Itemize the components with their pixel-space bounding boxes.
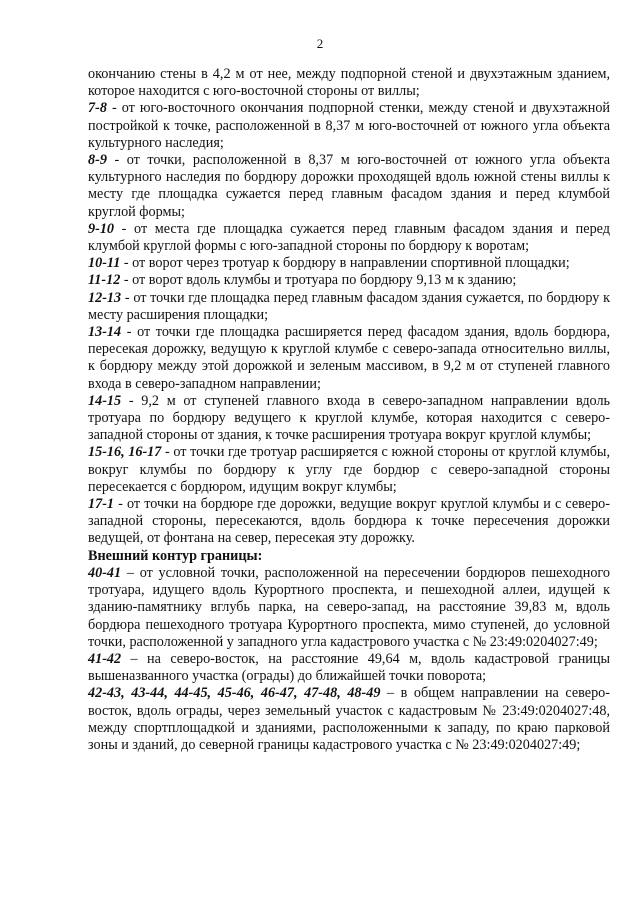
segment-code: 17-1 (88, 496, 115, 513)
boundary-segment-9-10 (88, 221, 610, 255)
segment-text: - от точки, расположенной в 8,37 м юго-восточней от южного угла объекта культурного наследия по бордюру дорожки проходящей вдоль южной стены виллы к месту где площадка сужается перед главным фасадом здания и перед клумбой круглой формы; (88, 152, 610, 220)
document-body (88, 66, 610, 754)
segment-code: 40-41 (88, 564, 122, 581)
segment-text: – в общем направлении на северо-восток, вдоль ограды, через земельный участок с кадастровым № 23:49:0204027:48, между спортплощадкой и зданиями, расположенными к западу, по краю парковой зоны и зданий, до северной границы кадастрового участка с № 23:49:0204027:49; (88, 685, 610, 753)
boundary-segment-11-12 (88, 272, 610, 289)
segment-text: - от точки где тротуар расширяется с южной стороны от круглой клумбы, вокруг клумбы по бордюру к углу где бордюр с северо-западной стороны пересекается с бордюром, идущим вокруг клумбы; (88, 444, 610, 495)
boundary-segment-17-1 (88, 496, 610, 548)
segment-text: - от точки на бордюре где дорожки, ведущие вокруг круглой клумбы и с северо-западной стороны, пересекаются, вдоль бордюра к точке пересечения дорожки ведущей, от фонтана на север, пересекая эту дорожку. (88, 496, 610, 547)
segment-code: 12-13 (88, 289, 122, 306)
segment-code: 9-10 (88, 220, 115, 237)
boundary-segment-10-11 (88, 255, 610, 272)
segment-code: 42-43, 43-44, 44-45, 45-46, 46-47, 47-48, 48-49 (88, 685, 381, 702)
boundary-segment-12-13 (88, 290, 610, 324)
segment-code: 7-8 (88, 100, 107, 117)
boundary-segment-13-14 (88, 324, 610, 393)
boundary-segment-41-42 (88, 651, 610, 685)
segment-text: - 9,2 м от ступеней главного входа в северо-западном направлении вдоль тротуара по бордюру ведущего к круглой клумбе, которая находится с северо-западной стороны от здания, к точке расширения тротуара вокруг круглой клумбы; (88, 392, 610, 444)
segment-code: 10-11 (88, 255, 121, 272)
paragraph-continuation (88, 66, 610, 100)
segment-text: – на северо-восток, на расстояние 49,64 м, вдоль кадастровой границы вышеназванного участка (ограды) до ближайшей точки поворота; (88, 650, 610, 685)
boundary-segment-8-9 (88, 152, 610, 221)
segment-text: - от ворот вдоль клумбы и тротуара по бордюру 9,13 м к зданию; (120, 272, 517, 289)
boundary-segment-42-49 (88, 685, 610, 754)
page-number: 2 (316, 36, 324, 51)
segment-text: - от точки где площадка перед главным фасадом здания сужается, по бордюру к месту расширения площадки; (88, 289, 610, 323)
boundary-segment-40-41 (88, 565, 610, 651)
segment-code: 15-16, 16-17 (88, 444, 162, 461)
paragraph-text: окончанию стены в 4,2 м от нее, между подпорной стеной и двухэтажным зданием, которое находится с юго-восточной стороны от виллы; (88, 66, 610, 100)
boundary-segment-7-8 (88, 100, 610, 152)
boundary-segment-15-17 (88, 444, 610, 496)
segment-code: 8-9 (88, 152, 107, 169)
boundary-segment-14-15 (88, 393, 610, 445)
segment-text: - от точки где площадка расширяется перед фасадом здания, вдоль бордюра, пересекая дорожку, ведущую к круглой клумбе с северо-запада относительно виллы, к бордюру между этой дорожкой и зеленым массивом, в 9,2 м от ступеней главного входа в северо-западном направлении; (88, 324, 610, 392)
segment-text: - от юго-восточного окончания подпорной стенки, между стеной и двухэтажной постройкой к точке, расположенной в 8,37 м юго-восточней от южного угла объекта культурного наследия; (88, 100, 610, 151)
segment-code: 14-15 (88, 392, 122, 409)
segment-text: - от места где площадка сужается перед главным фасадом здания и перед клумбой круглой формы с юго-западной стороны по бордюру к воротам; (88, 220, 610, 255)
segment-code: 13-14 (88, 324, 122, 341)
segment-code: 41-42 (88, 650, 122, 667)
segment-text: - от ворот через тротуар к бордюру в направлении спортивной площадки; (120, 255, 570, 272)
segment-text: – от условной точки, расположенной на пересечении бордюров пешеходного тротуара, идущего вдоль Курортного проспекта, и пешеходной аллеи, идущей к зданию-памятнику вглубь парка, на северо-запад, на расстояние 39,83 м, вдоль бордюра пешеходного тротуара Курортного проспекта, мимо ступеней, до условной точки, расположенной у западного угла кадастрового участка с № 23:49:0204027:49; (88, 564, 610, 650)
outer-contour-heading: Внешний контур границы: (88, 547, 263, 564)
segment-code: 11-12 (88, 272, 121, 289)
